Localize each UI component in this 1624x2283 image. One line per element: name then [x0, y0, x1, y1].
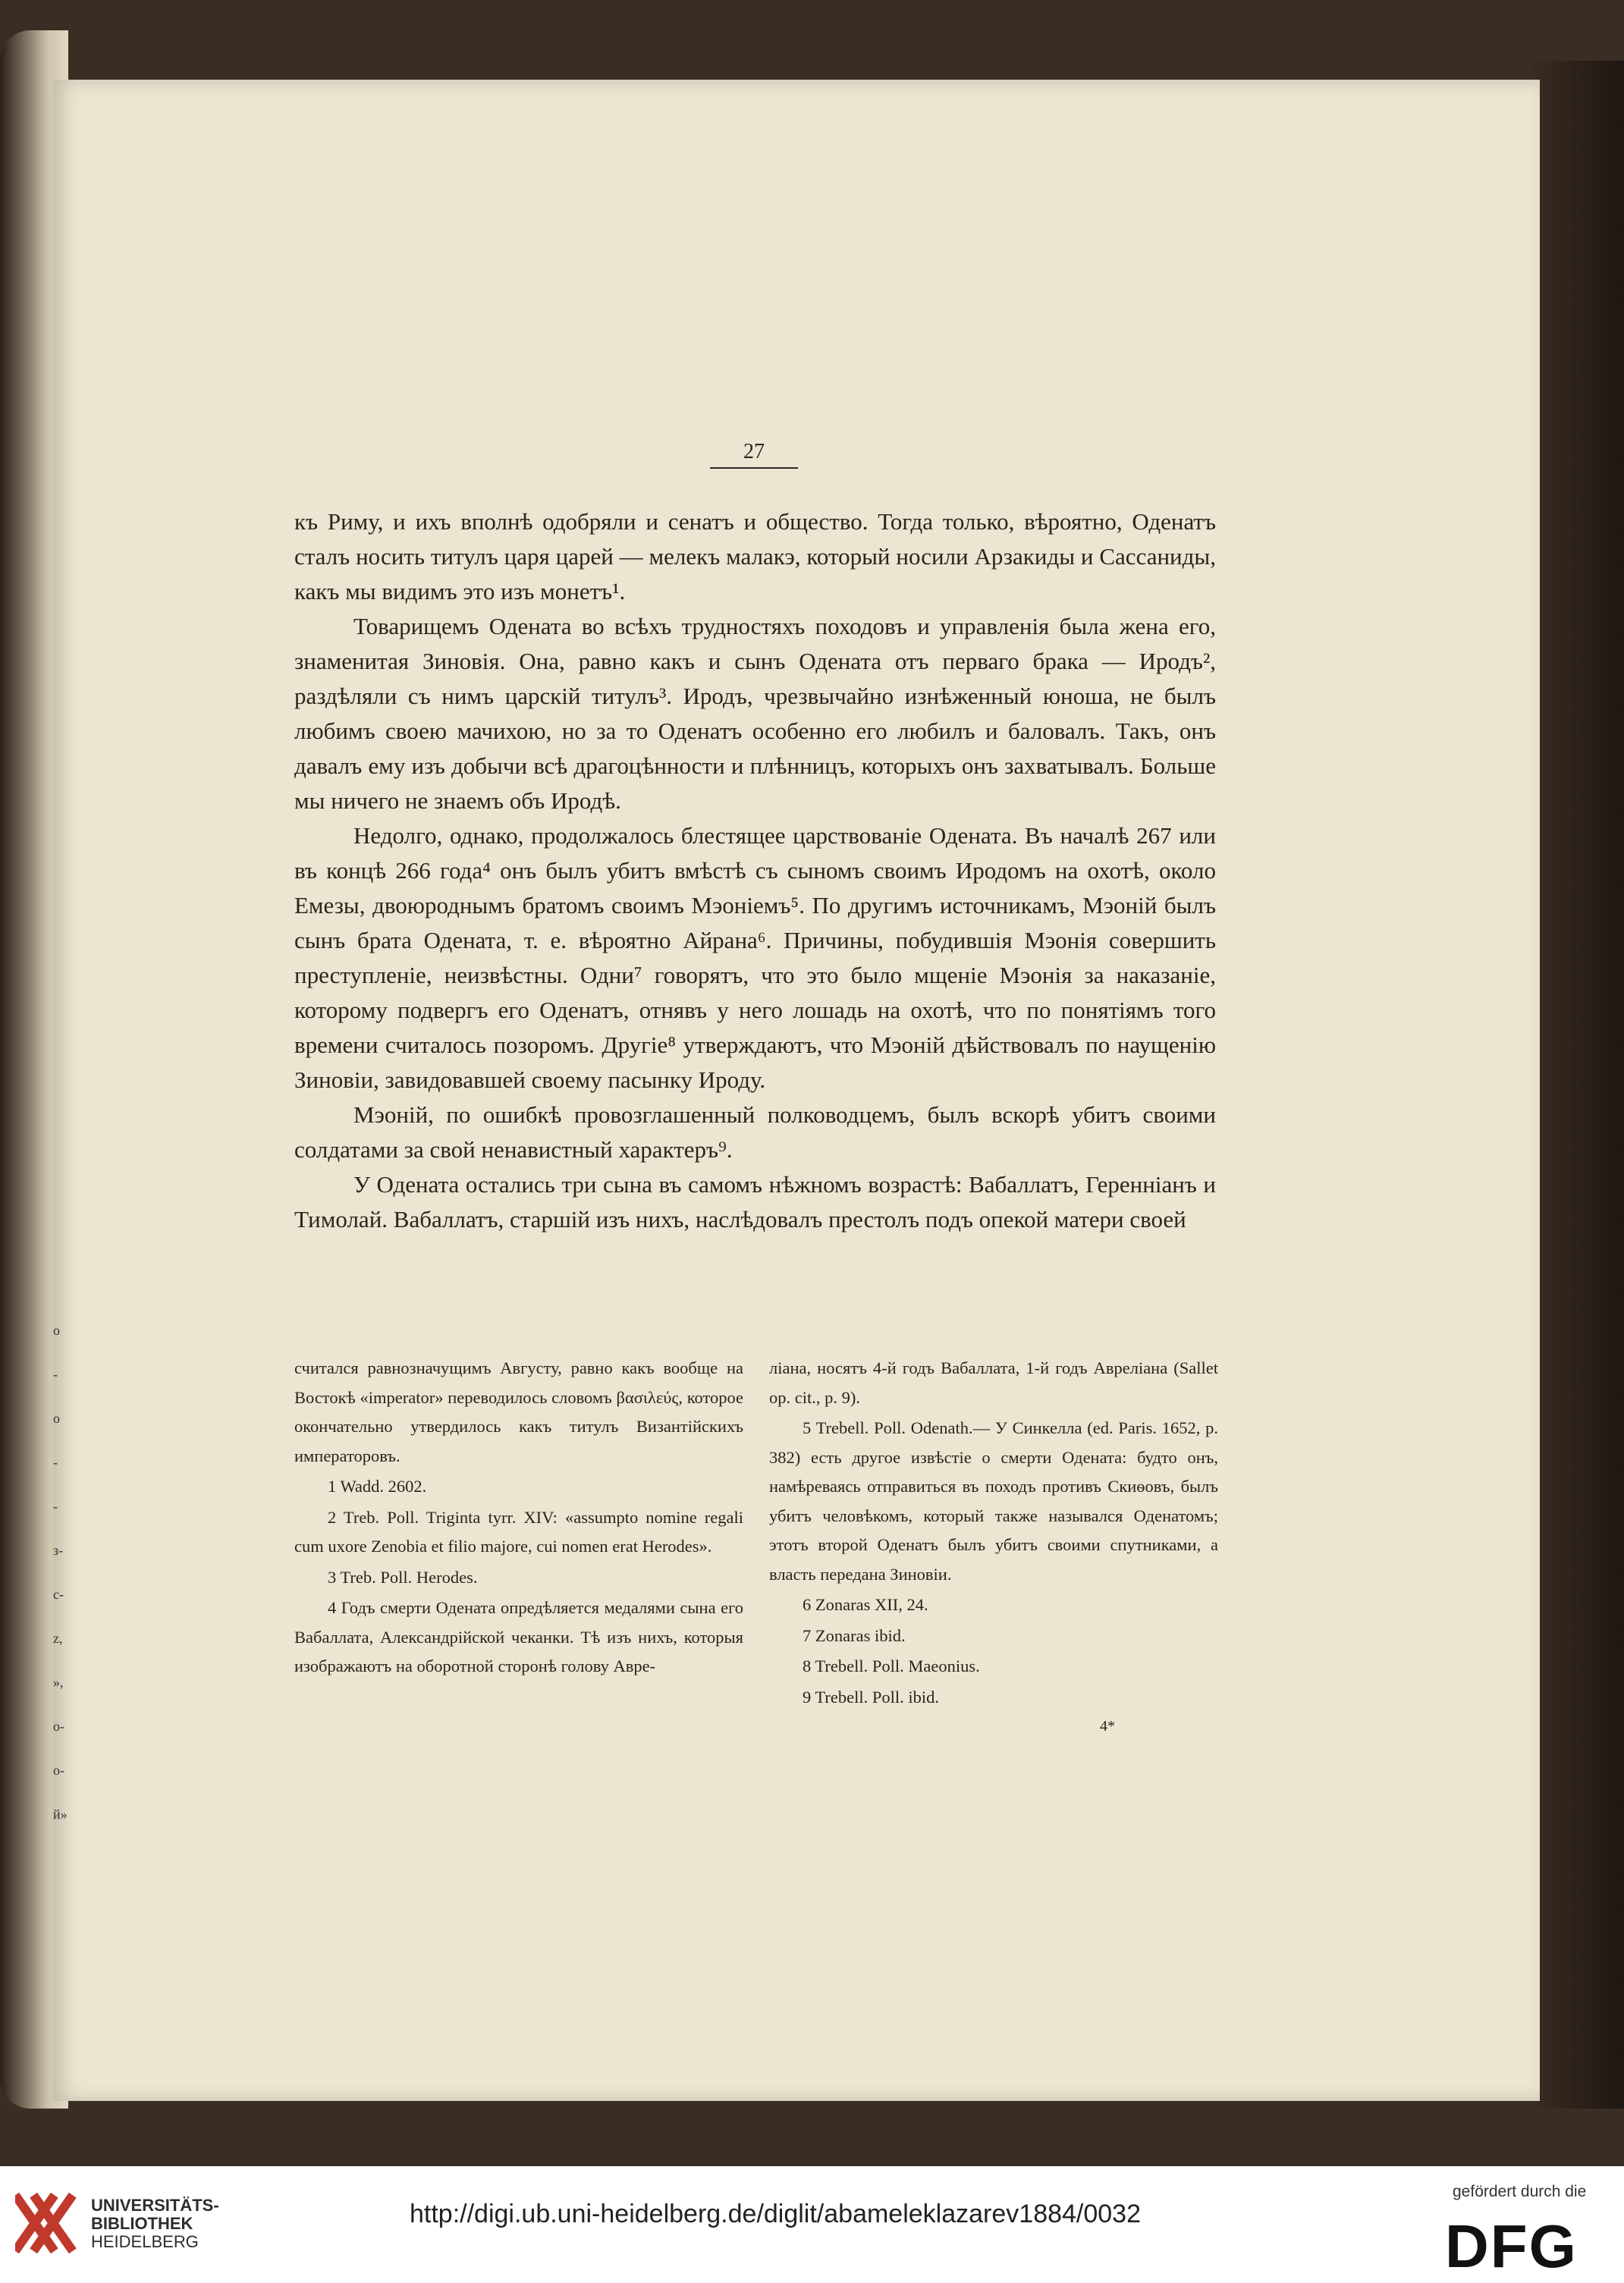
scanned-page [53, 80, 1540, 2101]
edge-mark: - [53, 1455, 58, 1470]
footnote: 4 Годъ смерти Одената опредѣляется медалями сына его Вабаллата, Александрійской чеканки. Тѣ изъ нихъ, которыя изображаютъ на оборотной сторонѣ голову Авре- [294, 1598, 743, 1675]
footnotes-left-column [294, 1354, 743, 1683]
signature-mark: 4* [1100, 1718, 1115, 1735]
edge-mark: o [53, 1411, 60, 1426]
edge-mark: z, [53, 1631, 63, 1646]
edge-mark: о- [53, 1719, 64, 1734]
footnote: 2 Treb. Poll. Triginta tyrr. XIV: «assumpto nomine regali cum uxore Zenobia et filio majore, cui nomen erat Herodes». [294, 1507, 743, 1556]
footnote: 6 Zonaras XII, 24. [803, 1595, 928, 1614]
edge-mark: й» [53, 1807, 68, 1822]
body-paragraph: Мэоній, по ошибкѣ провозглашенный полководцемъ, былъ вскорѣ убитъ своими солдатами за свой ненавистный характеръ⁹. [294, 1101, 1216, 1163]
footnote: 8 Trebell. Poll. Maeonius. [803, 1657, 980, 1675]
dfg-logo: DFG [1445, 2212, 1578, 2280]
footnote: 7 Zonaras ibid. [803, 1625, 906, 1645]
edge-mark: с- [53, 1587, 64, 1602]
footnote: 5 Trebell. Poll. Odenath.— У Синкелла (ed. Paris. 1652, p. 382) есть другое извѣстіе о смерти Одената: будто онъ, намѣреваясь отправиться въ походъ противъ Скиѳовъ, былъ убитъ человѣкомъ, который также назывался Оденатомъ; этотъ второй Оденатъ былъ убитъ своими спутниками, а власть передана Зиновіи. [769, 1418, 1218, 1584]
body-paragraph: У Одената остались три сына въ самомъ нѣжномъ возрастѣ: Вабаллатъ, Геренніанъ и Тимолай. Вабаллатъ, старшій изъ нихъ, наслѣдовалъ престолъ подъ опекой матери своей [294, 1171, 1216, 1233]
margin-edge-marks [53, 1308, 70, 1836]
funding-caption: gefördert durch die [1453, 2183, 1587, 2200]
edge-mark: », [53, 1675, 64, 1690]
body-paragraph: къ Риму, и ихъ вполнѣ одобряли и сенатъ и общество. Тогда только, вѣроятно, Оденатъ сталъ носить титулъ царя царей — мелекъ малакэ, который носили Арзакиды и Сассаниды, какъ мы видимъ это изъ монетъ¹. [294, 508, 1216, 605]
edge-mark: o [53, 1323, 60, 1338]
footnotes-right-column [769, 1354, 1218, 1713]
body-paragraph: Недолго, однако, продолжалось блестящее царствованіе Одената. Въ началѣ 267 или въ концѣ 266 года⁴ онъ былъ убитъ вмѣстѣ съ сыномъ своимъ Иродомъ на охотѣ, около Емезы, двоюроднымъ братомъ своимъ Мэоніемъ⁵. По другимъ источникамъ, Мэоній былъ сынъ брата Одената, т. е. вѣроятно Айрана⁶. Причины, побудившія Мэонія совершить преступленіе, неизвѣстны. Одни⁷ говорятъ, что это было мщеніе Мэонія за наказаніе, которому подвергъ его Оденатъ, отнявъ у него лошадь на охотѣ, что по понятіямъ того времени считалось позоромъ. Другіе⁸ утверждаютъ, что Мэоній дѣйствовалъ по наущенію Зиновіи, завидовавшей своему пасынку Ироду. [294, 822, 1216, 1093]
edge-mark: о- [53, 1763, 64, 1778]
page-number: 27 [710, 440, 798, 469]
university-library-logo-icon [15, 2181, 87, 2265]
footnote-continuation: ліана, носятъ 4-й годъ Вабаллата, 1-й годъ Авреліана (Sallet op. cit., p. 9). [769, 1358, 1218, 1407]
permalink-url[interactable]: http://digi.ub.uni-heidelberg.de/diglit/abameleklazarev1884/0032 [410, 2200, 1142, 2228]
library-name: UNIVERSITÄTS- BIBLIOTHEK HEIDELBERG [91, 2196, 219, 2251]
footnote-continuation: считался равнозначущимъ Августу, равно какъ вообще на Востокѣ «imperator» переводилось словомъ βασιλεύς, которое окончательно утвердилось какъ титулъ Византійскихъ императоровъ. [294, 1358, 743, 1465]
main-text-block [294, 504, 1216, 1237]
footnote: 1 Wadd. 2602. [328, 1477, 427, 1496]
footnote: 3 Treb. Poll. Herodes. [328, 1567, 478, 1587]
edge-mark: - [53, 1499, 58, 1514]
footer-bar [0, 2166, 1624, 2283]
edge-mark: - [53, 1367, 58, 1382]
body-paragraph: Товарищемъ Одената во всѣхъ трудностяхъ походовъ и управленія была жена его, знаменитая Зиновія. Она, равно какъ и сынъ Одената отъ перваго брака — Иродъ², раздѣляли съ нимъ царскій титулъ³. Иродъ, чрезвычайно изнѣженный юноша, не былъ любимъ своею мачихою, но за то Оденатъ особенно его любилъ и баловалъ. Такъ, онъ давалъ ему изъ добычи всѣ драгоцѣнности и плѣнницъ, которыхъ онъ захватывалъ. Больше мы ничего не знаемъ объ Иродѣ. [294, 613, 1216, 814]
footnote: 9 Trebell. Poll. ibid. [803, 1687, 940, 1707]
edge-mark: з- [53, 1543, 64, 1558]
